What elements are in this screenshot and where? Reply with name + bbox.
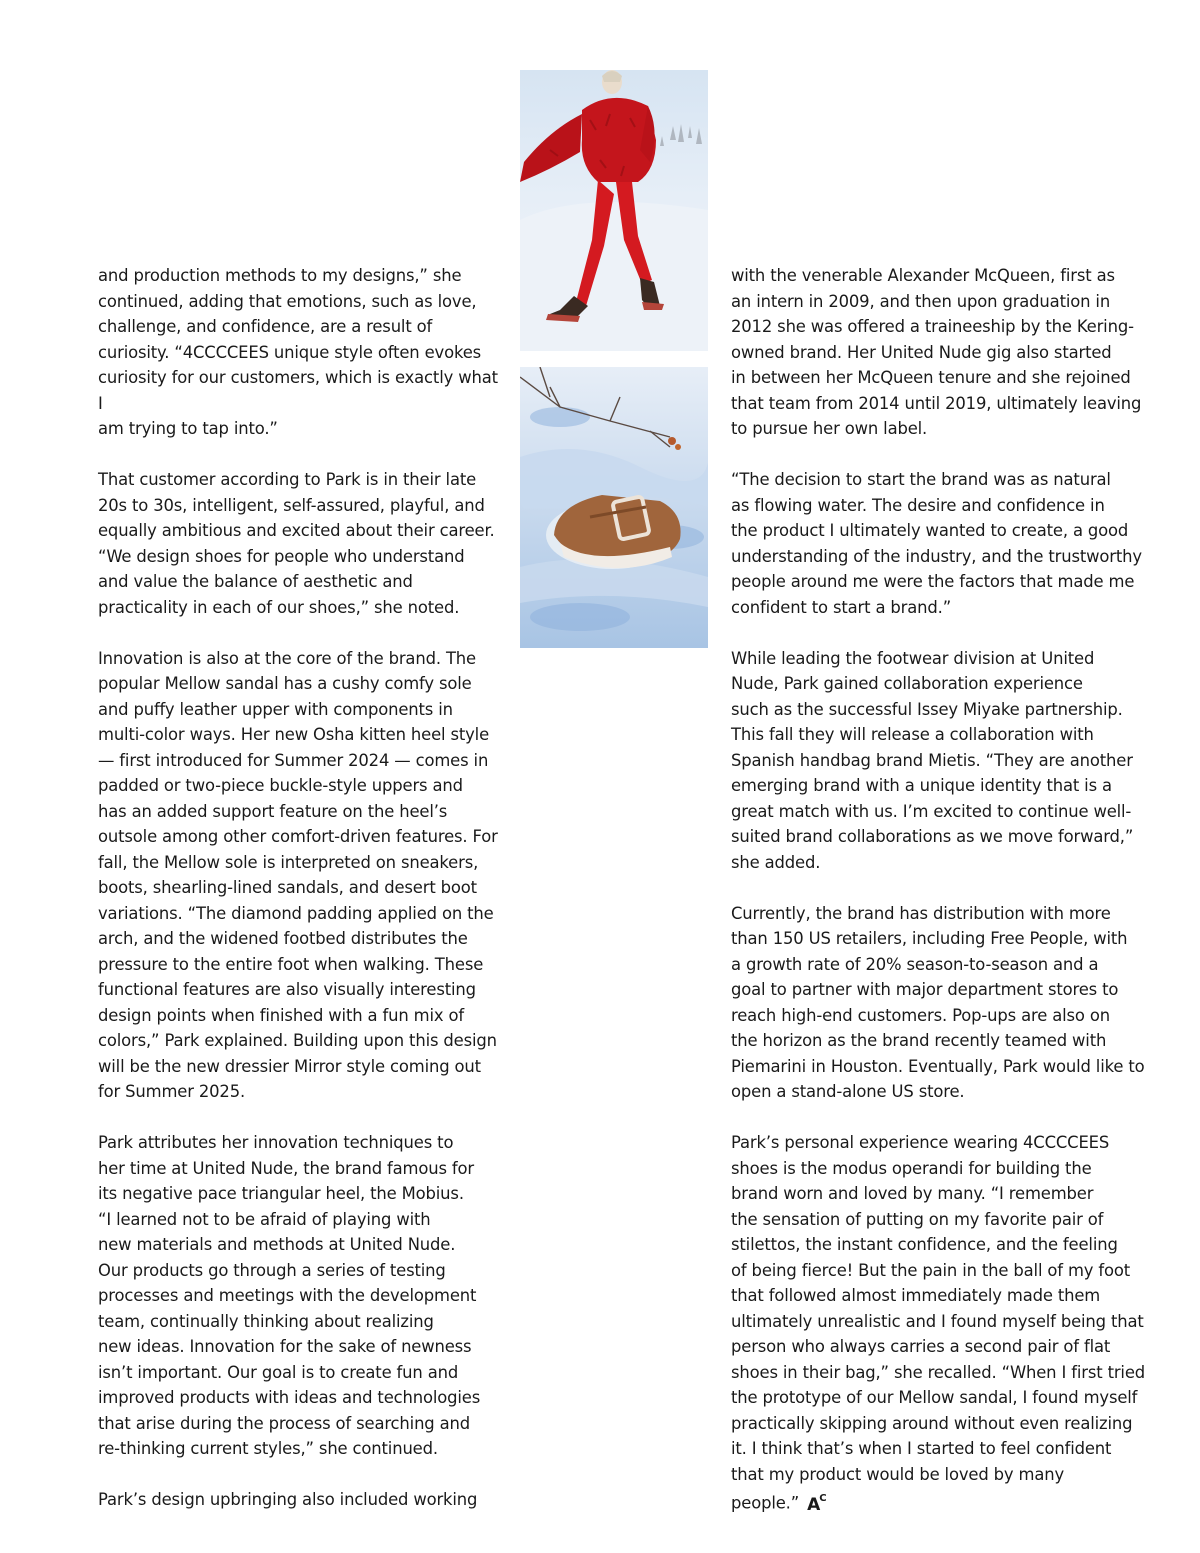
- paragraph-final-text: Park’s personal experience wearing 4CCCCEES shoes is the modus operandi for building the brand worn and loved by many. “I remember the sensation of putting on my favorite pair of stilettos, the instant confidence, and the feeling of being fierce! But the pain in the ball of my foot that followed almost immediately made them ultimately unrealistic and I found myself being that person who always carries a second pair of flat shoes in their bag,” she recalled. “When I first tried the prototype of our Mellow sandal, I found myself practically skipping around without even realizing it. I think that’s when I started to feel confident that my product would be loved by many people.”: [731, 1133, 1146, 1513]
- paragraph: Innovation is also at the core of the brand. The popular Mellow sandal has a cushy comfy sole and puffy leather upper with components in multi-color ways. Her new Osha kitten heel style — first introduced for Summer 2024 — comes in padded or two-piece buckle-style uppers and has an added support feature on the heel’s outsole among other comfort-driven features. For fall, the Mellow sole is interpreted on sneakers, boots, shearling-lined sandals, and desert boot variations. “The diamond padding applied on the arch, and the widened footbed distributes the pressure to the entire foot when walking. These functional features are also visually interesting design points when finished with a fun mix of colors,” Park explained. Building upon this design will be the new dressier Mirror style coming out for Summer 2025.: [98, 648, 498, 1101]
- paragraph: That customer according to Park is in their late 20s to 30s, intelligent, self-assured, playful, and equally ambitious and excited about their career. “We design shoes for people who understand and value the balance of aesthetic and practicality in each of our shoes,” she noted.: [98, 470, 495, 617]
- paragraph: While leading the footwear division at United Nude, Park gained collaboration experience such as the successful Issey Miyake partnership. This fall they will release a collaboration with Spanish handbag brand Mietis. “They are another emerging brand with a unique identity that is a great match with us. I’m excited to continue well- suited brand collaborations as we move forward,” she added.: [731, 648, 1134, 872]
- article-column-left: [98, 263, 506, 1513]
- shoe-in-snow-photo: [520, 367, 708, 648]
- paragraph: Park’s design upbringing also included working: [98, 1490, 478, 1509]
- paragraph: “The decision to start the brand was as natural as flowing water. The desire and confidence in the product I ultimately wanted to create, a good understanding of the industry, and the trustworthy people around me were the factors that made me confident to start a brand.”: [731, 470, 1142, 617]
- paragraph: Park attributes her innovation techniques to her time at United Nude, the brand famous for its negative pace triangular heel, the Mobius. “I learned not to be afraid of playing with new materials and methods at United Nude. Our products go through a series of testing processes and meetings with the development team, continually thinking about realizing new ideas. Innovation for the sake of newness isn’t important. Our goal is to create fun and improved products with ideas and technologies that arise during the process of searching and re-thinking current styles,” she continued.: [98, 1133, 481, 1458]
- end-mark-sup: C: [819, 1493, 826, 1504]
- end-mark-logo: [807, 1495, 826, 1515]
- paragraph: Currently, the brand has distribution with more than 150 US retailers, including Free People, with a growth rate of 20% season-to-season and a goal to partner with major department stores to reach high-end customers. Pop-ups are also on the horizon as the brand recently teamed with Piemarini in Houston. Eventually, Park would like to open a stand-alone US store.: [731, 903, 1145, 1101]
- paragraph: and production methods to my designs,” she continued, adding that emotions, such as love, challenge, and confidence, are a result of curiosity. “4CCCCEES unique style often evokes curiosity for our customers, which is exactly what I am trying to tap into.”: [98, 266, 498, 438]
- paragraph-final: [731, 1130, 1151, 1517]
- paragraph: with the venerable Alexander McQueen, first as an intern in 2009, and then upon graduation in 2012 she was offered a traineeship by the Kering- owned brand. Her United Nude gig also started in between her McQueen tenure and she rejoined that team from 2014 until 2019, ultimately leaving to pursue her own label.: [731, 266, 1142, 438]
- article-column-right: [731, 263, 1151, 1517]
- end-mark-main: A: [807, 1494, 820, 1515]
- model-photo: [520, 70, 708, 351]
